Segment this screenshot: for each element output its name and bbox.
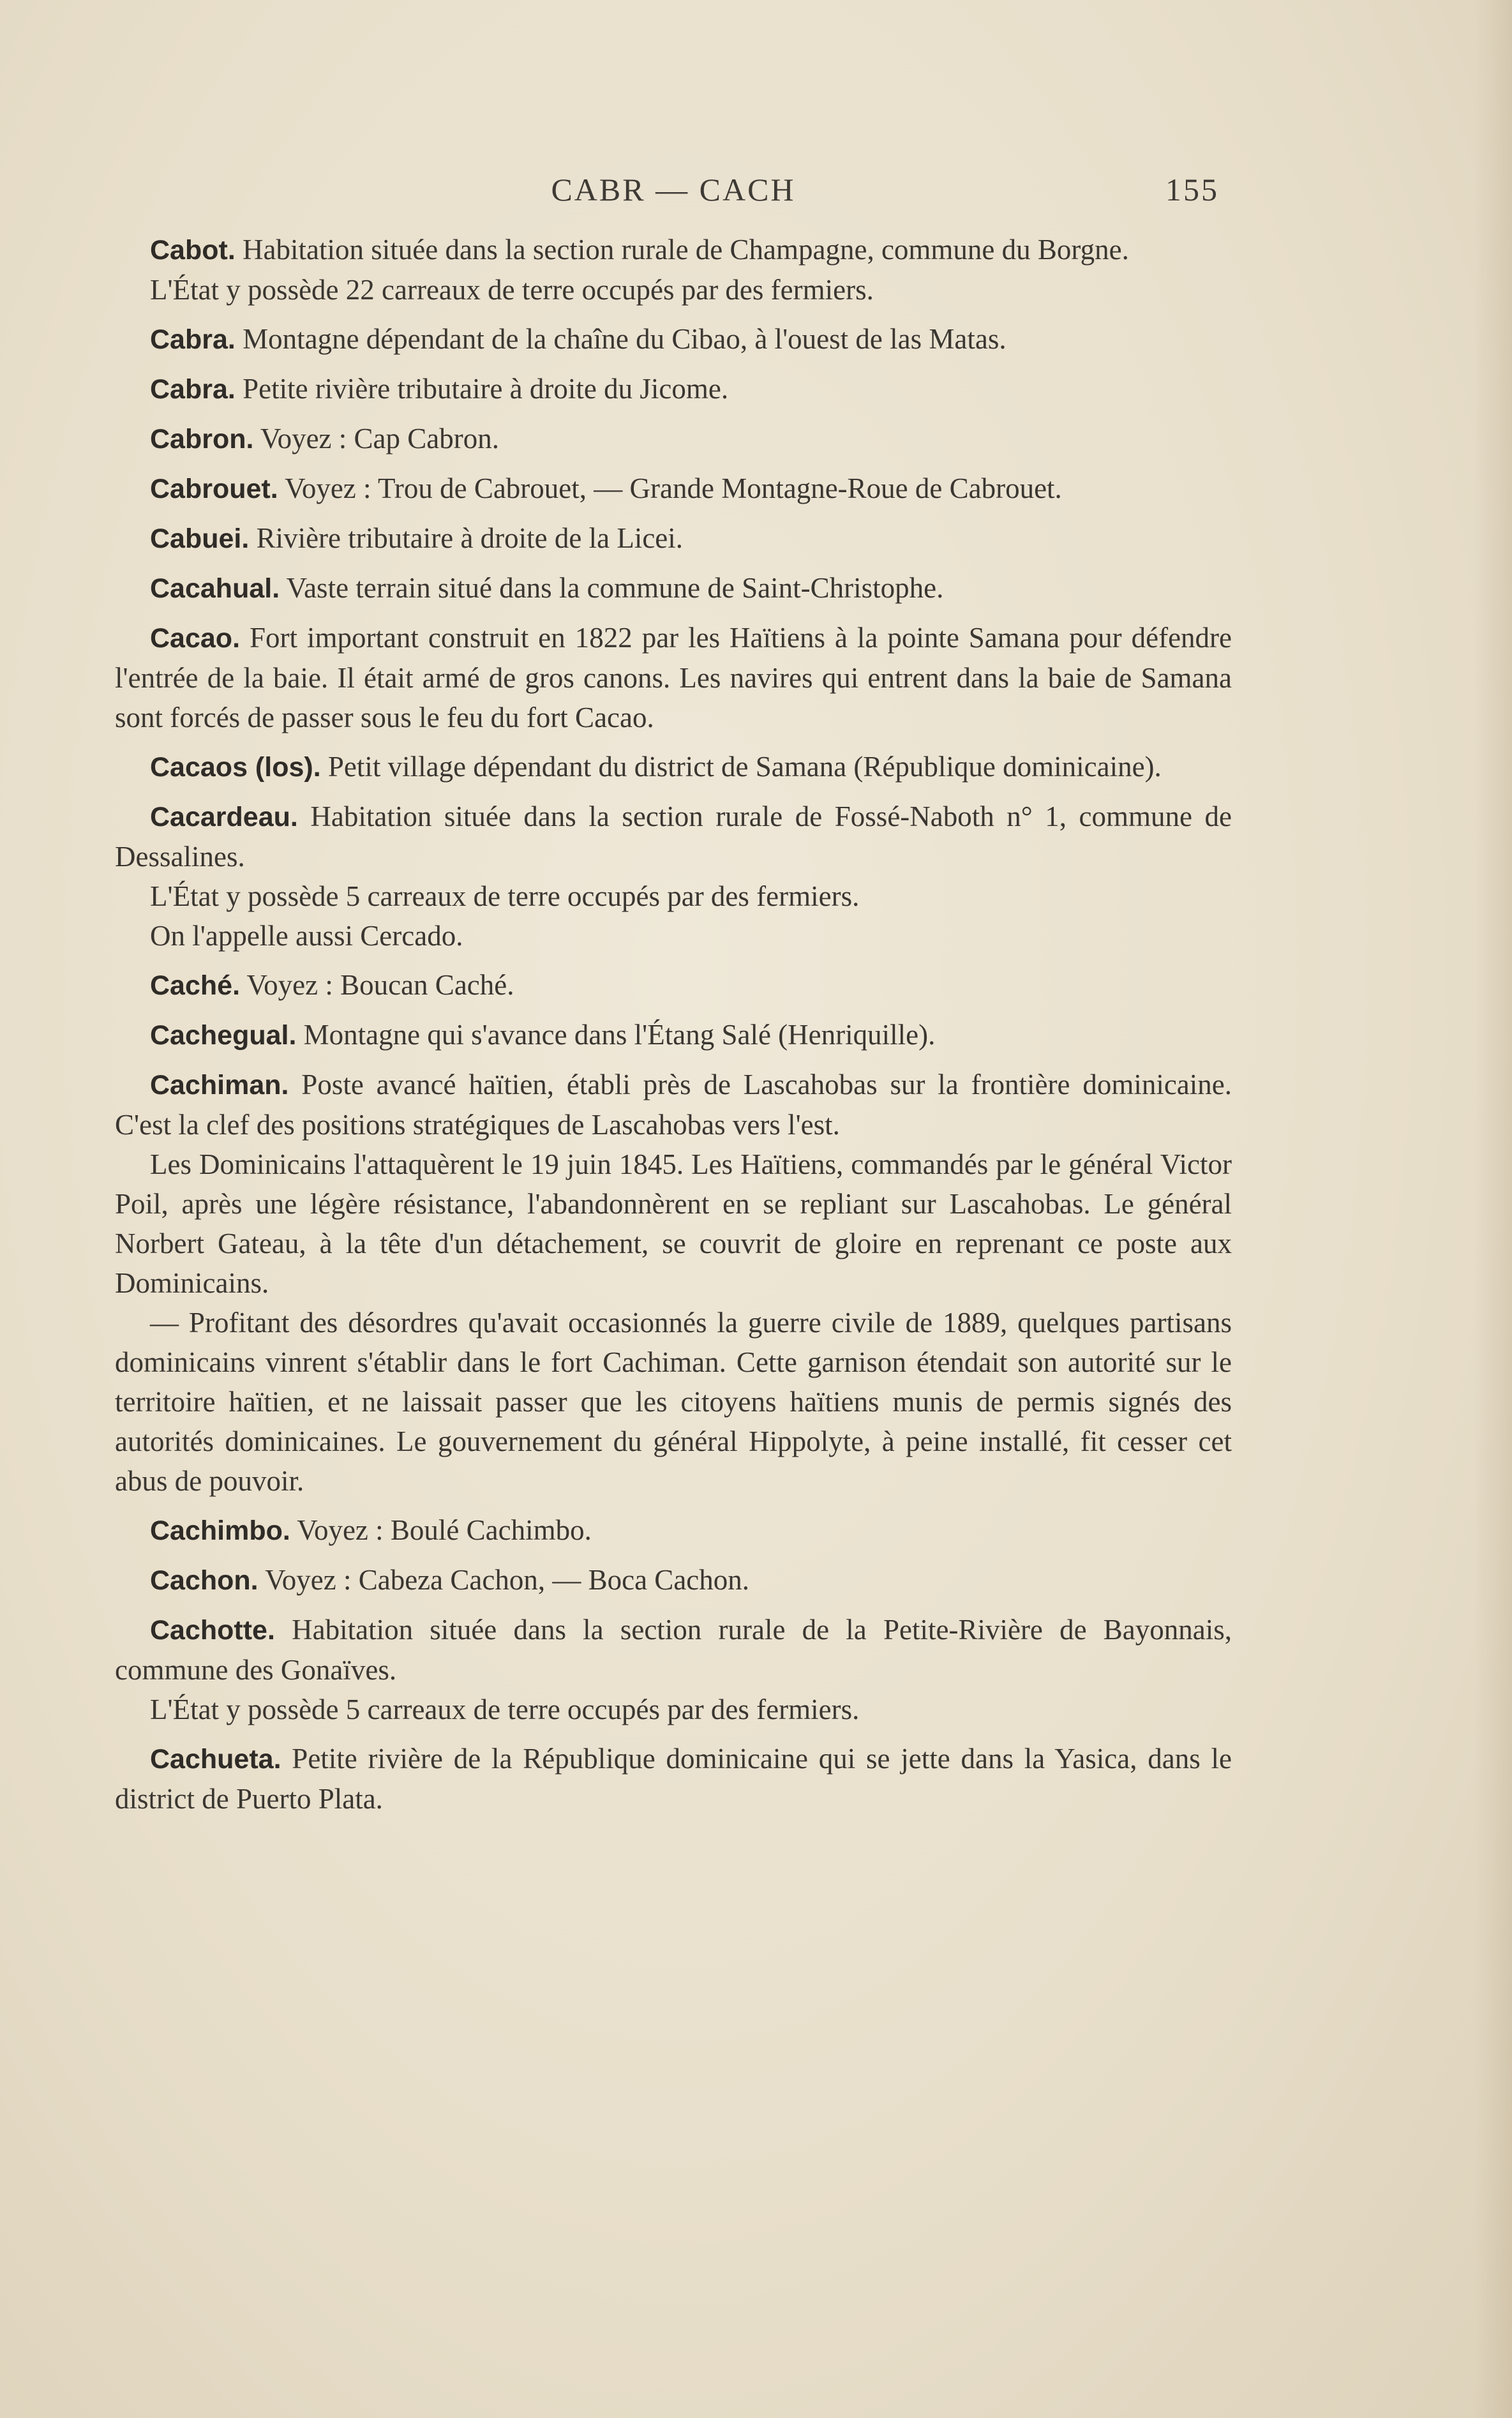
entry-headword: Cachiman. (150, 1070, 289, 1100)
entry-text: Montagne qui s'avance dans l'Étang Salé (Henriquille). (303, 1019, 936, 1051)
entry-cabuei (115, 518, 1232, 559)
entry-cachueta (115, 1739, 1232, 1819)
entry-headword: Cachon. (150, 1565, 258, 1596)
entry-paragraph: Les Dominicains l'attaquèrent le 19 juin 1845. Les Haïtiens, commandés par le général Victor Poil, après une légère résistance, l'abandonnèrent en se repliant sur Lascahobas. Le général Norbert Gateau, à la tête d'un détachement, se couvrit de gloire en reprenant ce poste aux Dominicains. (115, 1148, 1232, 1299)
entry-text: Habitation située dans la section rurale de Champagne, commune du Borgne. (243, 234, 1129, 266)
header-title: CABR — CACH (551, 172, 796, 207)
entry-headword: Cacaos (los). (150, 752, 321, 783)
entry-headword: Cacao. (150, 623, 241, 654)
entry-cabrouet (115, 469, 1232, 509)
entry-paragraph: L'État y possède 22 carreaux de terre occupés par des fermiers. (150, 274, 874, 306)
entry-text: Voyez : Boucan Caché. (246, 969, 514, 1001)
page-number: 155 (1165, 172, 1219, 207)
entry-cacardeau (115, 797, 1232, 956)
entry-headword: Caché. (150, 970, 241, 1001)
entry-paragraph: L'État y possède 5 carreaux de terre occupés par des fermiers. (150, 1693, 860, 1725)
entry-headword: Cabuei. (150, 523, 250, 554)
entry-text: Voyez : Cap Cabron. (260, 423, 499, 454)
entry-headword: Cabron. (150, 424, 254, 454)
entry-headword: Cabrouet. (150, 474, 278, 504)
entry-headword: Cachueta. (150, 1744, 281, 1775)
entry-text: Voyez : Trou de Cabrouet, — Grande Montagne-Roue de Cabrouet. (285, 472, 1062, 504)
entry-text: Rivière tributaire à droite de la Licei. (256, 522, 684, 554)
entry-text: Fort important construit en 1822 par les Haïtiens à la pointe Samana pour défendre l'entrée de la baie. Il était armé de gros canons. Les navires qui entrent dans la baie de Samana sont forcés de passer sous le feu du fort Cacao. (115, 622, 1232, 733)
entry-paragraph: On l'appelle aussi Cercado. (150, 920, 463, 952)
entry-text: Petite rivière de la République dominicaine qui se jette dans la Yasica, dans le district de Puerto Plata. (115, 1743, 1232, 1815)
entry-text: Voyez : Cabeza Cachon, — Boca Cachon. (265, 1564, 750, 1596)
entry-paragraph: — Profitant des désordres qu'avait occasionnés la guerre civile de 1889, quelques partisans dominicains vinrent s'établir dans le fort Cachiman. Cette garnison étendait son autorité sur le territoire haïtien, et ne laissait passer que les citoyens haïtiens munis de permis signés des autorités dominicaines. Le gouvernement du général Hippolyte, à peine installé, fit cesser cet abus de pouvoir. (115, 1307, 1232, 1497)
running-header (115, 171, 1232, 216)
entry-cachegual (115, 1015, 1232, 1055)
entry-cache (115, 965, 1232, 1005)
entry-headword: Cabra. (150, 374, 236, 405)
entry-headword: Cacahual. (150, 573, 280, 604)
entry-paragraph: L'État y possède 5 carreaux de terre occupés par des fermiers. (150, 880, 860, 912)
entry-text: Vaste terrain situé dans la commune de Saint-Christophe. (286, 572, 944, 604)
entry-headword: Cachegual. (150, 1020, 297, 1051)
entry-text: Poste avancé haïtien, établi près de Lascahobas sur la frontière dominicaine. C'est la clef des positions stratégiques de Lascahobas vers l'est. (115, 1069, 1232, 1141)
entry-cachotte (115, 1610, 1232, 1729)
entry-headword: Cachimbo. (150, 1515, 290, 1546)
page-edge-shadow (1474, 0, 1512, 2418)
entry-cachon (115, 1560, 1232, 1600)
entry-headword: Cabra. (150, 324, 236, 355)
entry-text: Petit village dépendant du district de Samana (République dominicaine). (327, 751, 1162, 783)
entry-cacahual (115, 568, 1232, 608)
entry-text: Habitation située dans la section rurale de la Petite-Rivière de Bayonnais, commune des Gonaïves. (115, 1614, 1232, 1686)
entry-cabra-riviere (115, 369, 1232, 409)
entry-cabra-montagne (115, 319, 1232, 359)
entry-cachiman (115, 1065, 1232, 1501)
entry-text: Petite rivière tributaire à droite du Jicome. (243, 373, 729, 405)
entry-headword: Cacardeau. (150, 802, 298, 832)
dictionary-entries (115, 230, 1232, 1828)
entry-cabron (115, 419, 1232, 459)
entry-text: Montagne dépendant de la chaîne du Cibao, à l'ouest de las Matas. (243, 323, 1007, 355)
entry-cabot (115, 230, 1232, 310)
entry-cacao (115, 618, 1232, 737)
entry-headword: Cabot. (150, 235, 236, 266)
entry-text: Habitation située dans la section rurale de Fossé-Naboth n° 1, commune de Dessalines. (115, 800, 1232, 873)
entry-cacaos (115, 747, 1232, 787)
entry-headword: Cachotte. (150, 1615, 275, 1646)
entry-text: Voyez : Boulé Cachimbo. (297, 1514, 592, 1546)
entry-cachimbo (115, 1510, 1232, 1551)
